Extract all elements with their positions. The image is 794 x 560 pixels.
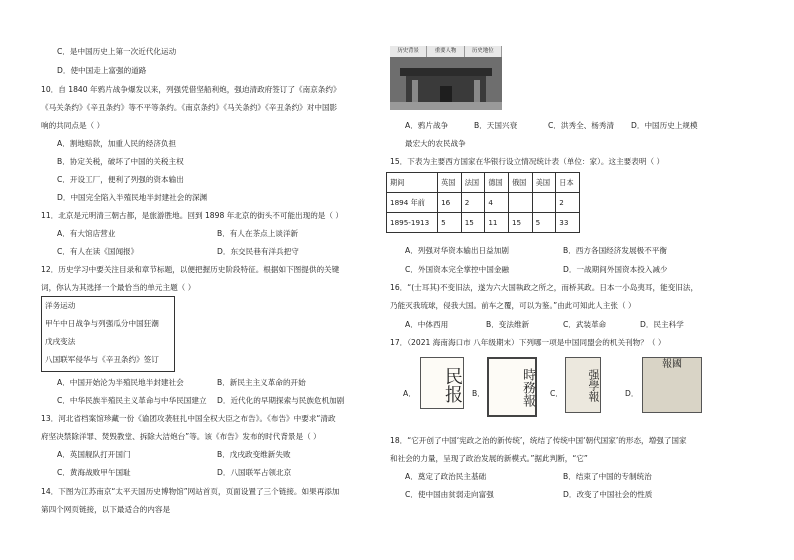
- table-cell: [508, 193, 532, 213]
- q13-stem-line1: 13．河北省档案馆珍藏一份《谕团攻袭驻扎中国全权大臣之布告》。《布告》中要求“清政: [41, 414, 336, 423]
- table-header-cell: 英国: [438, 173, 462, 193]
- table-header-row: [387, 173, 580, 193]
- q18-option-a: A．奠定了政治民主基础: [405, 472, 487, 481]
- q14-option-b: B．天国兴衰: [474, 121, 518, 130]
- keyword-4: 八国联军侵华与《辛丑条约》签订: [45, 355, 159, 364]
- q9-option-d: D．使中国走上富强的道路: [57, 66, 147, 75]
- q16-stem-line1: 16．“(士耳其)不变旧法，遂为六大国執政之所之，而桥其政。日本一小岛夷耳，能变旧法，: [390, 283, 699, 292]
- q14-option-d-cont: 最宏大的农民战争: [405, 139, 466, 148]
- q16-option-a: A．中体西用: [405, 320, 449, 329]
- q12-stem-line2: 词，你认为其选择一个最恰当的单元主题（ ）: [41, 283, 196, 292]
- table-header-cell: 期间: [387, 173, 438, 193]
- table-cell: 15: [461, 213, 485, 233]
- q11-option-d: D．东交民巷有洋兵把守: [217, 247, 299, 256]
- table-header-cell: 俄国: [508, 173, 532, 193]
- museum-building-graphic: [390, 46, 502, 110]
- tab-history-background: 历史背景: [390, 46, 427, 57]
- q10-option-c: C．开设工厂，便利了列强的资本输出: [57, 175, 184, 184]
- q18-stem-line1: 18．“它开创了中国‘宪政之治的新传统’，统结了传统中国‘朝代国家’的形态，増强了国家: [390, 436, 687, 445]
- q10-option-a: A．割地赔款，加重人民的经济负担: [57, 139, 177, 148]
- q11-option-c: C．有人在读《国闻报》: [57, 247, 139, 256]
- keyword-2: 甲午中日战争与列强瓜分中国狂潮: [45, 319, 159, 328]
- q9-option-c: C．是中国历史上第一次近代化运动: [57, 47, 177, 56]
- table-header-cell: 美国: [532, 173, 556, 193]
- q10-stem-line3: 响的共同点是（ ）: [41, 121, 105, 130]
- q15-option-a: A．列强对华资本输出日益加剧: [405, 246, 509, 255]
- q17-option-c-label: C．: [550, 389, 563, 398]
- q10-option-b: B．协定关税，破坏了中国的关税主权: [57, 157, 184, 166]
- table-cell: 16: [438, 193, 462, 213]
- q12-option-d: D．近代化的早期探索与民族危机加剧: [217, 396, 345, 405]
- table-cell: 5: [438, 213, 462, 233]
- table-cell: [532, 193, 556, 213]
- q17-stem: 17．（2021 海南海口市 八年级期末）下列哪一项是中国同盟会的机关刊物？（ ）: [390, 338, 666, 347]
- tab-key-figures: 重要人物: [427, 46, 464, 57]
- q17-option-d-label: D．: [625, 389, 639, 398]
- table-header-cell: 法国: [461, 173, 485, 193]
- table-header-cell: 日本: [556, 173, 580, 193]
- q10-stem-line2: 《马关条约》《辛丑条约》等不平等条约。《南京条约》《马关条约》《辛丑条约》对中国影: [41, 103, 338, 112]
- table-cell: 11: [485, 213, 509, 233]
- table-cell: 2: [556, 193, 580, 213]
- q10-option-d: D．中国完全陷入半殖民地半封建社会的深渊: [57, 193, 208, 202]
- q12-option-c: C．中华民族半殖民主义革命与中华民国建立: [57, 396, 207, 405]
- table-cell: 15: [508, 213, 532, 233]
- q17-option-a-label: A．: [403, 389, 416, 398]
- table-cell: 33: [556, 213, 580, 233]
- q15-option-b: B．西方各国经济发展极不平衡: [563, 246, 667, 255]
- shiwubao-newspaper-image: 時務報: [487, 357, 537, 417]
- table-cell: 1894 年前: [387, 193, 438, 213]
- q12-option-a: A．中国开始沦为半殖民地半封建社会: [57, 378, 184, 387]
- q18-stem-line2: 和社会的力量，呈现了政治发展的新模式。”据此判断，“它”: [390, 454, 588, 463]
- q15-stem: 15．下表为主要西方国家在华银行设立情况统计表（单位：家）。这主要表明（ ）: [390, 157, 665, 166]
- q13-option-d: D．八国联军占领北京: [217, 468, 292, 477]
- q18-option-d: D．改变了中国社会的性质: [563, 490, 653, 499]
- q13-option-a: A．英国舰队打开国门: [57, 450, 131, 459]
- keyword-3: 戊戌变法: [45, 337, 76, 346]
- q11-option-b: B．有人在茶点上谈洋新: [217, 229, 299, 238]
- q14-option-c: C．洪秀全、杨秀清: [548, 121, 615, 130]
- minbao-newspaper-image: 民报: [420, 357, 464, 409]
- q16-option-d: D．民主科学: [640, 320, 684, 329]
- q13-option-c: C．黄海战败甲午国耻: [57, 468, 131, 477]
- guowenbao-newspaper-image: 報國: [642, 357, 702, 413]
- qiangxuebao-newspaper-image: 强學報: [565, 357, 601, 413]
- table-cell: 2: [461, 193, 485, 213]
- q10-stem-line1: 10．自 1840 年鸦片战争爆发以来，列强凭借坚船利炮，强迫清政府签订了《南京条约》: [41, 85, 341, 94]
- q11-stem: 11．北京是元明清三朝古都，是旅游胜地。回到 1898 年北京的街头不可能出现的是（ ）: [41, 211, 344, 220]
- table-cell: 4: [485, 193, 509, 213]
- q18-option-c: C．使中国由贫弱走向富强: [405, 490, 494, 499]
- q11-option-a: A．有大馆店营业: [57, 229, 116, 238]
- q14-stem-line2: 第四个网页链接，以下最适合的内容是: [41, 505, 171, 514]
- q16-option-c: C．武装革命: [563, 320, 607, 329]
- museum-homepage-image: [390, 46, 502, 110]
- q16-stem-line2: 乃能灭我琉球，侵我大国。前车之覆，可以为鉴。”由此可知此人主张（ ）: [390, 301, 636, 310]
- table-cell: 5: [532, 213, 556, 233]
- q12-option-b: B．新民主主义革命的开始: [217, 378, 306, 387]
- table-cell: 1895-1913: [387, 213, 438, 233]
- q14-option-a: A．鸦片战争: [405, 121, 449, 130]
- q16-option-b: B．变法维新: [486, 320, 530, 329]
- tab-historical-status: 历史地位: [465, 46, 502, 57]
- q18-option-b: B．结束了中国的专制统治: [563, 472, 652, 481]
- q14-stem-line1: 14．下图为江苏南京“太平天国历史博物馆”网站首页，页面设置了三个链接。如果再添加: [41, 487, 340, 496]
- q13-option-b: B．戊戌政变维新失败: [217, 450, 291, 459]
- bank-statistics-table: [386, 172, 580, 233]
- table-row: [387, 193, 580, 213]
- q17-option-b-label: B．: [472, 389, 485, 398]
- keyword-1: 洋务运动: [45, 301, 76, 310]
- table-row: [387, 213, 580, 233]
- table-header-cell: 德国: [485, 173, 509, 193]
- q13-stem-line2: 府坚决禁除洋罪、焚毁教堂、拆除大洁炮台”等。该《布告》发布的时代背景是（ ）: [41, 432, 321, 441]
- q14-option-d: D．中国历史上规模: [631, 121, 698, 130]
- q15-option-d: D．一战期间外国资本投入减少: [563, 265, 668, 274]
- q15-option-c: C．外国资本完全掌控中国金融: [405, 265, 510, 274]
- q12-stem-line1: 12．历史学习中要关注目录和章节标题，以便把握历史阶段特征。根据如下图提供的关键: [41, 265, 340, 274]
- keyword-box: [41, 296, 175, 372]
